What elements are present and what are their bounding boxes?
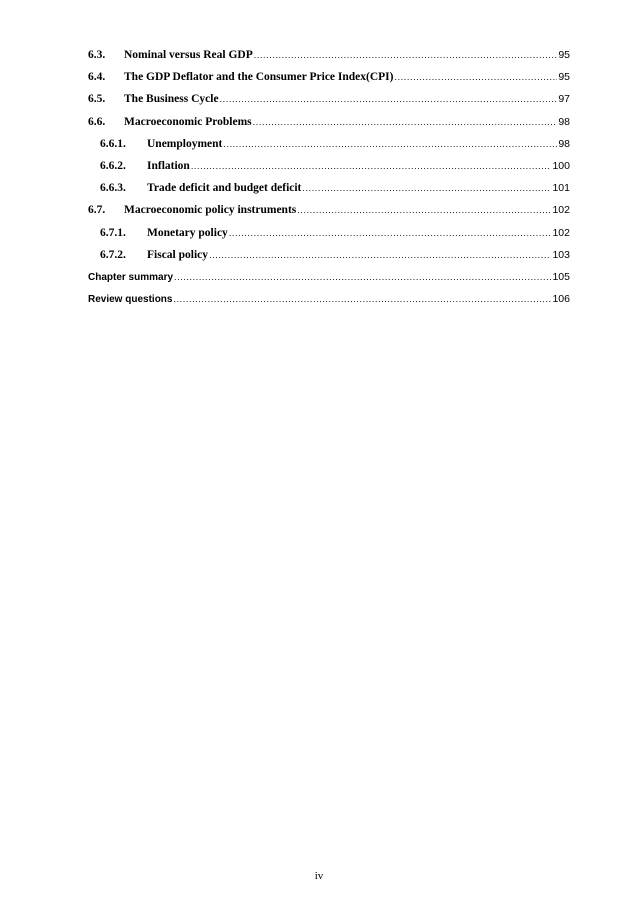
toc-entry-6-7[interactable] [88, 199, 570, 221]
dot-leader [297, 199, 551, 221]
toc-entry-6-5[interactable] [88, 88, 570, 110]
toc-entry-6-7-1[interactable] [88, 222, 570, 244]
page-number-footer: iv [314, 870, 324, 882]
toc-title: Fiscal policy [147, 248, 209, 261]
toc-title: Chapter summary [88, 271, 174, 283]
toc-title: Inflation [147, 159, 190, 172]
toc-number: 6.6.3. [100, 182, 126, 195]
toc-page: 106 [552, 293, 570, 306]
toc-page: 97 [558, 93, 570, 106]
toc-title: The Business Cycle [124, 93, 219, 106]
toc-entry-review-questions[interactable] [88, 288, 570, 310]
toc-page: 100 [552, 159, 570, 172]
dot-leader [253, 111, 558, 133]
toc-title: Trade deficit and budget deficit [147, 182, 302, 195]
toc-number: 6.6.2. [100, 159, 126, 172]
toc-entry-6-6[interactable] [88, 111, 570, 133]
toc-title: The GDP Deflator and the Consumer Price Index(CPI) [124, 71, 394, 84]
toc-title: Nominal versus Real GDP [124, 49, 253, 61]
toc-page: 103 [552, 248, 570, 261]
toc-entry-6-6-1[interactable] [88, 133, 570, 155]
toc-number: 6.5. [88, 93, 106, 106]
dot-leader [223, 133, 557, 155]
toc-entry-chapter-summary[interactable] [88, 266, 570, 288]
toc-page: 95 [558, 49, 570, 61]
dot-leader [209, 244, 551, 266]
toc-title: Unemployment [147, 137, 223, 150]
dot-leader [220, 88, 558, 110]
toc-title: Monetary policy [147, 226, 228, 239]
dot-leader [254, 44, 558, 66]
toc-entry-6-6-2[interactable] [88, 155, 570, 177]
dot-leader [191, 155, 552, 177]
toc-number: 6.6.1. [100, 137, 126, 150]
toc-number: 6.7.2. [100, 248, 126, 261]
dot-leader [395, 66, 558, 88]
toc-number: 6.4. [88, 71, 106, 84]
toc-page: 105 [552, 270, 570, 283]
toc-title: Macroeconomic Problems [124, 115, 252, 128]
toc-number: 6.3. [88, 49, 106, 61]
dot-leader [174, 266, 551, 288]
toc-number: 6.7.1. [100, 226, 126, 239]
dot-leader [229, 222, 552, 244]
table-of-contents [88, 44, 570, 310]
toc-page: 102 [552, 226, 570, 239]
toc-entry-6-7-2[interactable] [88, 244, 570, 266]
toc-page: 101 [552, 182, 570, 195]
toc-page: 102 [552, 204, 570, 217]
toc-entry-6-3[interactable] [88, 44, 570, 66]
toc-number: 6.6. [88, 115, 106, 128]
toc-page: 98 [558, 115, 570, 128]
toc-page: 95 [558, 71, 570, 84]
toc-number: 6.7. [88, 204, 106, 217]
dot-leader [173, 288, 551, 310]
toc-entry-6-4[interactable] [88, 66, 570, 88]
toc-title: Review questions [88, 294, 173, 306]
dot-leader [302, 177, 551, 199]
toc-page: 98 [558, 137, 570, 150]
toc-entry-6-6-3[interactable] [88, 177, 570, 199]
toc-title: Macroeconomic policy instruments [124, 204, 297, 217]
